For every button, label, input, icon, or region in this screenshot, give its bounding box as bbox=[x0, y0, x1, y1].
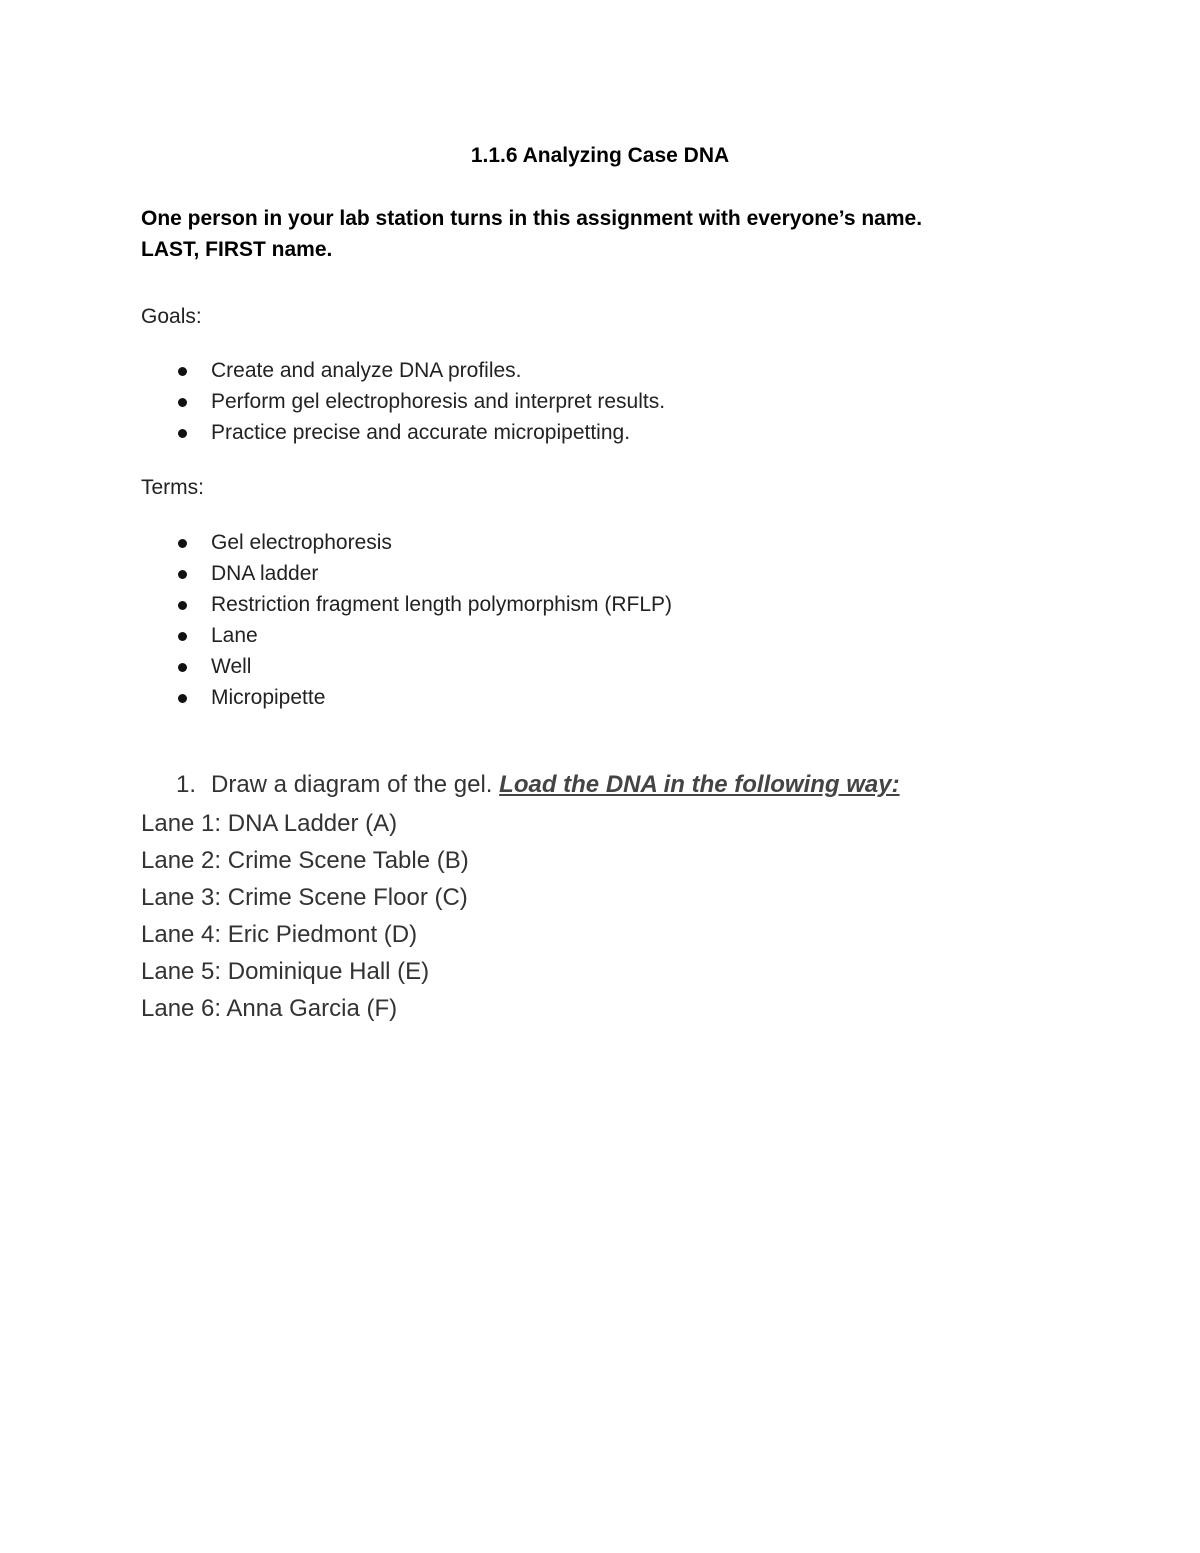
bullet-icon bbox=[178, 570, 187, 579]
terms-list bbox=[176, 527, 672, 713]
bullet-icon bbox=[178, 663, 187, 672]
lane-item: Lane 6: Anna Garcia (F) bbox=[141, 995, 398, 1022]
lane-item: Lane 5: Dominique Hall (E) bbox=[141, 958, 430, 985]
lane-list bbox=[141, 805, 469, 1027]
bullet-icon bbox=[178, 539, 187, 548]
bullet-icon bbox=[178, 367, 187, 376]
list-item: Micropipette bbox=[176, 682, 672, 713]
list-item: Restriction fragment length polymorphism (RFLP) bbox=[176, 589, 672, 620]
lane-item: Lane 2: Crime Scene Table (B) bbox=[141, 847, 469, 874]
document-title: 1.1.6 Analyzing Case DNA bbox=[470, 144, 730, 167]
bullet-icon bbox=[178, 601, 187, 610]
bullet-icon bbox=[178, 694, 187, 703]
list-item: Practice precise and accurate micropipetting. bbox=[176, 417, 665, 448]
list-item: Create and analyze DNA profiles. bbox=[176, 355, 665, 386]
list-item: Perform gel electrophoresis and interpret results. bbox=[176, 386, 665, 417]
goals-label: Goals: bbox=[141, 305, 202, 328]
question-number: 1. bbox=[176, 771, 197, 798]
lane-item: Lane 1: DNA Ladder (A) bbox=[141, 810, 398, 837]
submission-instructions bbox=[141, 203, 1081, 265]
list-item: Lane bbox=[176, 620, 672, 651]
bullet-icon bbox=[178, 429, 187, 438]
question-emphasis: Load the DNA in the following way: bbox=[499, 771, 900, 798]
list-item: Gel electrophoresis bbox=[176, 527, 672, 558]
question-text: Draw a diagram of the gel. bbox=[211, 771, 493, 798]
lane-item: Lane 4: Eric Piedmont (D) bbox=[141, 921, 418, 948]
terms-label: Terms: bbox=[141, 476, 204, 499]
list-item: Well bbox=[176, 651, 672, 682]
bullet-icon bbox=[178, 398, 187, 407]
lane-item: Lane 3: Crime Scene Floor (C) bbox=[141, 884, 468, 911]
instructions-line-2: LAST, FIRST name. bbox=[141, 238, 333, 261]
instructions-line-1: One person in your lab station turns in this assignment with everyone’s name. bbox=[141, 207, 923, 230]
goals-list bbox=[176, 355, 665, 448]
bullet-icon bbox=[178, 632, 187, 641]
list-item: DNA ladder bbox=[176, 558, 672, 589]
question-1 bbox=[176, 768, 900, 802]
